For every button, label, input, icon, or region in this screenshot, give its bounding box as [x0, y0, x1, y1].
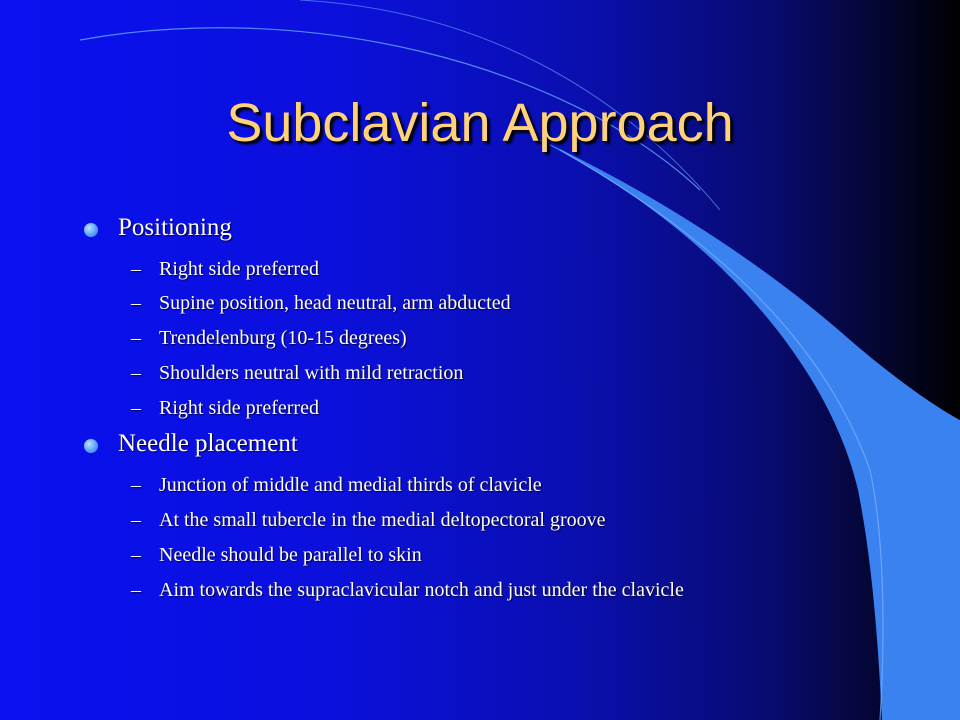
swoosh-line-3: [560, 150, 883, 720]
dash-icon: –: [131, 258, 141, 280]
bullet-heading: Positioning: [118, 214, 232, 241]
dash-icon: –: [131, 579, 141, 601]
dash-icon: –: [131, 327, 141, 349]
wave-band: [530, 135, 960, 720]
slide-title: Subclavian Approach: [226, 93, 734, 153]
sub-item-text: Needle should be parallel to skin: [159, 544, 422, 566]
sub-item-text: Supine position, head neutral, arm abducted: [159, 292, 511, 314]
bullet-heading: Needle placement: [118, 430, 298, 457]
dash-icon: –: [131, 362, 141, 384]
dash-icon: –: [131, 397, 141, 419]
dash-icon: –: [131, 509, 141, 531]
sub-item-text: Right side preferred: [159, 397, 319, 419]
dash-icon: –: [131, 544, 141, 566]
sub-item-text: Trendelenburg (10-15 degrees): [159, 327, 407, 349]
bullet-dot-icon: [84, 439, 98, 453]
sub-item-text: Aim towards the supraclavicular notch and just under the clavicle: [159, 579, 684, 601]
sub-item-text: Right side preferred: [159, 258, 319, 280]
dash-icon: –: [131, 292, 141, 314]
sub-item-text: Junction of middle and medial thirds of clavicle: [159, 474, 542, 496]
dash-icon: –: [131, 474, 141, 496]
bullet-dot-icon: [84, 223, 98, 237]
sub-item-text: Shoulders neutral with mild retraction: [159, 362, 464, 384]
sub-item-text: At the small tubercle in the medial deltopectoral groove: [159, 509, 606, 531]
